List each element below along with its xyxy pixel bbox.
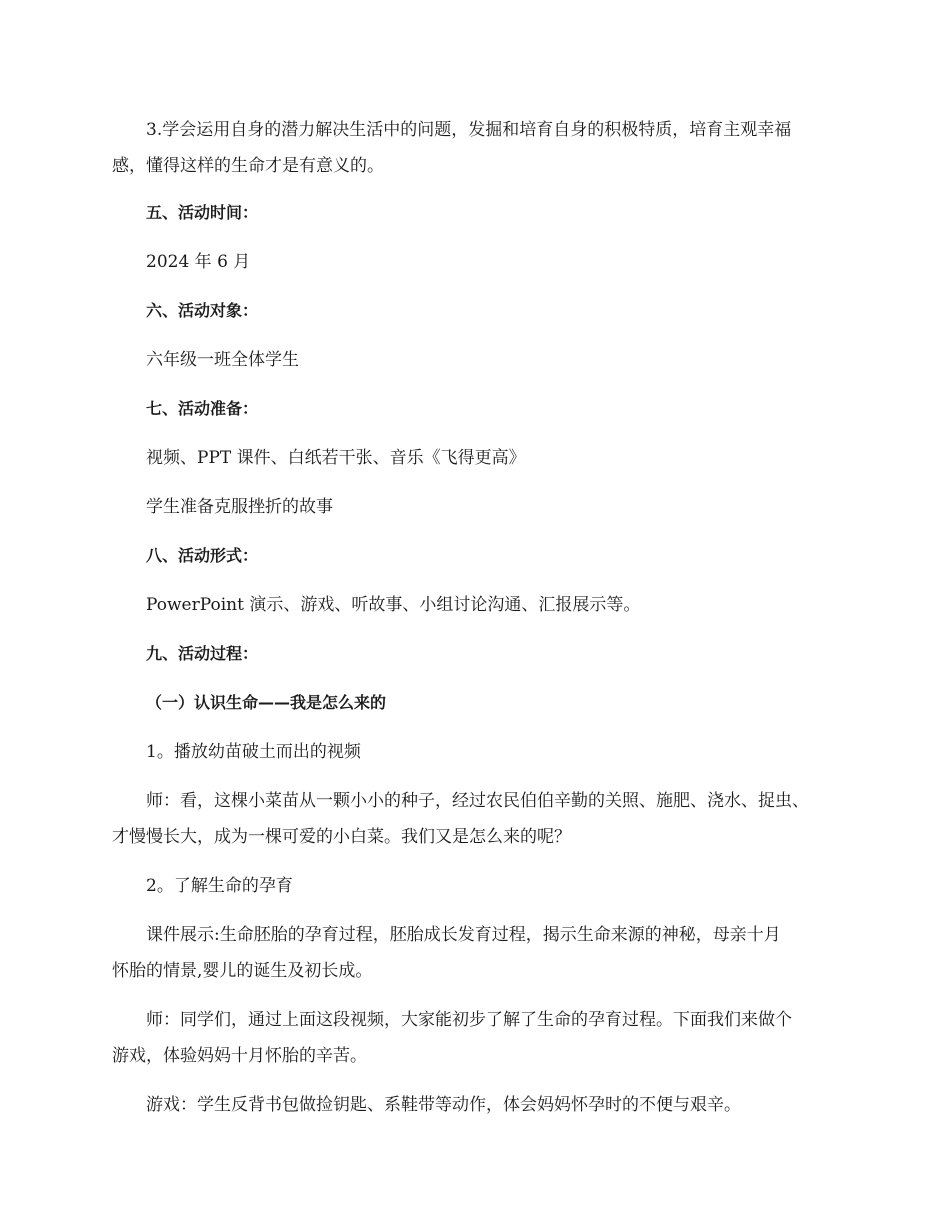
teacher-text-2-line-1: 师：同学们，通过上面这段视频，大家能初步了解了生命的孕育过程。下面我们来做个 [146,1010,792,1030]
teacher-text-1-line-1: 师：看，这棵小菜苗从一颗小小的种子，经过农民伯伯辛勤的关照、施肥、浇水、捉虫、 [146,791,809,811]
heading-activity-prep: 七、活动准备： [146,399,259,418]
objective-3-line-2: 感，懂得这样的生命才是有意义的。 [112,156,384,176]
activity-prep-item-2: 学生准备克服挫折的故事 [146,497,333,517]
heading-activity-form: 八、活动形式： [146,546,259,565]
activity-time-value: 2024 年 6 月 [146,252,251,272]
step-2: 2。了解生命的孕育 [146,876,293,896]
teacher-text-1-line-2: 才慢慢长大，成为一棵可爱的小白菜。我们又是怎么来的呢？ [112,827,571,847]
subheading-know-life: （一）认识生命——我是怎么来的 [146,693,387,712]
activity-target-value: 六年级一班全体学生 [146,350,299,370]
courseware-line-2: 怀胎的情景,婴儿的诞生及初长成。 [112,961,373,981]
courseware-line-1: 课件展示:生命胚胎的孕育过程，胚胎成长发育过程，揭示生命来源的神秘，母亲十月 [146,925,781,945]
heading-activity-process: 九、活动过程： [146,644,259,663]
objective-3-line-1: 3.学会运用自身的潜力解决生活中的问题，发掘和培育自身的积极特质，培育主观幸福 [146,120,792,140]
game-description: 游戏：学生反背书包做捡钥匙、系鞋带等动作，体会妈妈怀孕时的不便与艰辛。 [146,1095,741,1115]
activity-form-value: PowerPoint 演示、游戏、听故事、小组讨论沟通、汇报展示等。 [146,595,641,615]
heading-activity-time: 五、活动时间： [146,203,259,222]
heading-activity-target: 六、活动对象： [146,301,259,320]
activity-prep-item-1: 视频、PPT 课件、白纸若干张、音乐《飞得更高》 [146,448,526,468]
teacher-text-2-line-2: 游戏，体验妈妈十月怀胎的辛苦。 [112,1046,367,1066]
step-1: 1。播放幼苗破土而出的视频 [146,742,361,762]
